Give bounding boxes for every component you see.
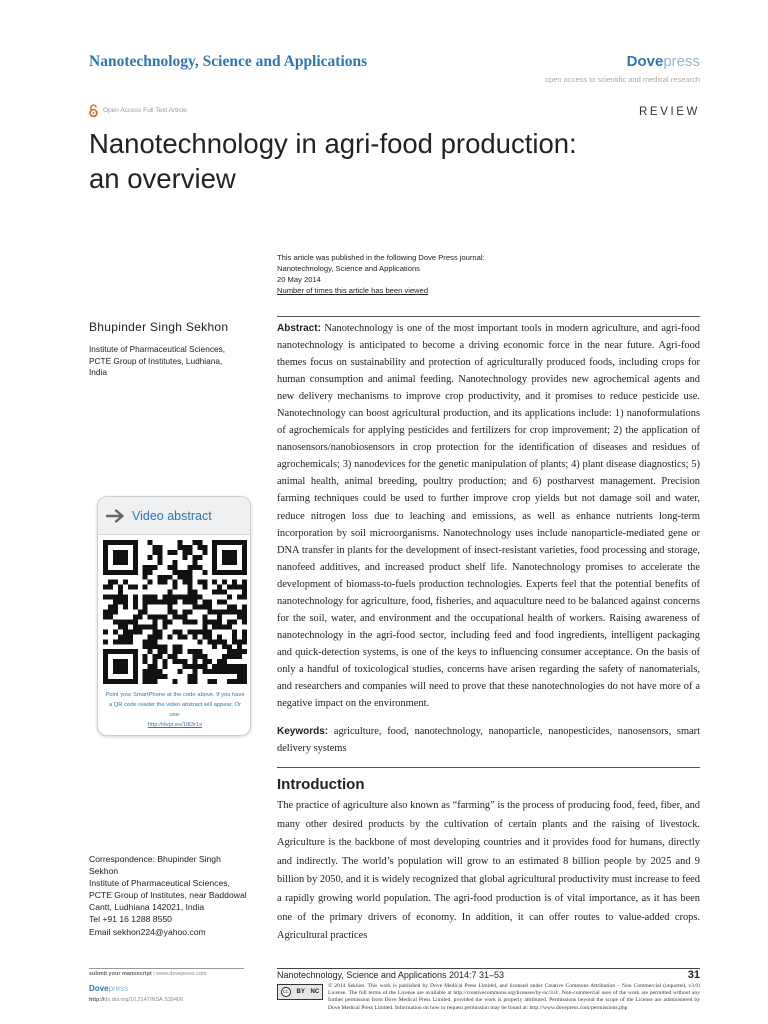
cc-nc-label: NC	[310, 989, 320, 995]
logo-bold-text: Dove	[626, 53, 664, 70]
pub-journal: Nanotechnology, Science and Applications	[277, 264, 420, 273]
open-access-label: Open Access Full Text Article	[103, 107, 187, 114]
doi-link[interactable]	[89, 997, 183, 1003]
video-link[interactable]: http://dvpr.es/1I83r1s	[147, 722, 203, 728]
footer-logo-bold: Dove	[89, 984, 109, 993]
correspondence-line: Institute of Pharmaceutical Sciences,	[89, 878, 230, 889]
affiliation-line: Institute of Pharmaceutical Sciences,	[89, 344, 226, 354]
correspondence-line: Sekhon	[89, 866, 119, 877]
cc-icon: cc	[281, 987, 291, 997]
title-line-2: an overview	[89, 163, 236, 194]
article-type: REVIEW	[639, 106, 700, 118]
abstract-text: Nanotechnology is one of the most important tools in modern agriculture, and agri-food nanotechnology is anticipated to become a driving economic force in the near future. Agri-food themes focus on sustainability and protection of agriculturally produced foods, including crops for human consumption and animal feeding. Nanotechnology provides new agrochemical agents and new delivery mechanisms to improve crop productivity, and it promises to reduce pesticide use. Nanotechnology can boost agricultural production, and its applications include: 1) nanoformulations of agrochemicals for applying pesticides and fertilizers for crop improvement; 2) the application of nanosensors/nanobiosensors in crop protection for the identification of diseases and residues of agrochemicals; 3) nanodevices for the genetic manipulation of plants; 4) plant disease diagnostics; 5) animal health, animal breeding, poultry production; and 6) postharvest management. Precision farming techniques could be used to further improve crop yields but not damage soil and water, reduce nitrogen loss due to leaching and emissions, as well as enhance nutrients long-term incorporation by soil microorganisms. Nanotechnology uses include nanoparticle-mediated gene or DNA transfer in plants for the development of insect-resistant varieties, food processing and storage, nanofeed additives, and increased product shelf life. Nanotechnology promises to accelerate the development of biomass-to-fuels production technologies. Experts feel that the potential benefits of nanotechnology for agriculture, food, fisheries, and aquaculture need to be balanced against concerns for the soil, water, and environment and the occupational health of workers. Raising awareness of nanotechnology in the agri-food sector, including feed and food ingredients, intelligent packaging and quick-detection systems, is one of the keys to influencing consumer acceptance. On the basis of only a handful of toxicological studies, concerns have arisen regarding the safety of nanomaterials, and researchers and companies will need to prove that these nanotechnologies do not have more of a negative impact on the environment.	[277, 323, 700, 710]
keywords	[277, 723, 700, 757]
correspondence-block	[89, 853, 269, 938]
journal-citation: Nanotechnology, Science and Applications 2014:7 31–53	[277, 970, 505, 980]
keywords-label: Keywords:	[277, 726, 329, 737]
video-abstract-box[interactable]	[97, 496, 251, 736]
abstract-label: Abstract:	[277, 323, 321, 334]
publication-info	[277, 252, 485, 296]
doi-url: dx.doi.org/10.2147/NSA.S39406	[104, 997, 184, 1003]
article-title	[89, 126, 649, 196]
correspondence-line: PCTE Group of Institutes, near Baddowal	[89, 890, 247, 901]
footer-rule-left	[89, 968, 244, 969]
video-abstract-header[interactable]	[98, 497, 250, 535]
correspondence-email[interactable]: Email sekhon224@yahoo.com	[89, 926, 206, 937]
open-access-row	[89, 104, 187, 117]
pub-line-1: This article was published in the following Dove Press journal:	[277, 253, 485, 262]
affiliation-line: PCTE Group of Institutes, Ludhiana,	[89, 355, 223, 366]
arrow-right-icon	[106, 509, 126, 523]
dovepress-logo[interactable]	[627, 53, 700, 70]
submit-label: submit your manuscript	[89, 971, 152, 977]
qr-code-icon[interactable]	[103, 540, 247, 684]
abstract-rule-top	[277, 316, 700, 317]
qr-instructions	[104, 690, 246, 730]
affiliation-line: India	[89, 367, 107, 377]
license-text: © 2014 Sekhon. This work is published by Dove Medical Press Limited, and licensed under Creative Commons Attribution – Non Commercial (unported, v3.0) License. The full terms of the License are available at http://creativecommons.org/licenses/by-nc/3.0/. Non-commercial uses of the work are permitted without any further permission from Dove Medical Press Limited, provided the work is properly attributed. Permissions beyond the scope of the License are administered by Dove Medical Press Limited. Information on how to request permission may be found at: http://www.dovepress.com/permissions.php	[328, 983, 700, 1011]
footer-dovepress-logo[interactable]	[89, 984, 128, 993]
introduction-text: The practice of agriculture also known as “farming” is the process of producing food, feed, fiber, and many other desired products by the cultivation of certain plants and the raising of livestock. Agriculture is the backbone of most developing countries and it provides food for humans, directly and indirectly. The world’s population will grow to an estimated 8 billion people by 2025 and 9 billion by 2050, and it is widely recognized that global agricultural productivity must increase to feed a rapidly growing world population. The agri-food production is of vital importance, as it has been one of the primary drivers of economy. In addition, it can offer routes to value-added crops. Agricultural practices	[277, 800, 700, 942]
correspondence-line: Cantt, Ludhiana 142021, India	[89, 902, 205, 913]
pub-date: 20 May 2014	[277, 275, 321, 284]
video-abstract-label: Video abstract	[132, 508, 212, 523]
abstract	[277, 320, 700, 712]
correspondence-line: Correspondence: Bhupinder Singh	[89, 854, 221, 864]
doi-prefix: http://	[89, 997, 105, 1003]
logo-light-text: press	[663, 53, 700, 70]
logo-tagline: open access to scientific and medical research	[544, 75, 700, 84]
author-name: Bhupinder Singh Sekhon	[89, 320, 229, 334]
author-affiliation	[89, 344, 259, 379]
cc-by-label: BY	[296, 989, 305, 995]
creative-commons-license-icon[interactable]	[277, 984, 323, 1000]
abstract-divider	[277, 767, 700, 768]
views-link[interactable]: Number of times this article has been viewed	[277, 286, 429, 295]
open-access-lock-icon	[89, 104, 98, 117]
keywords-text: agriculture, food, nanotechnology, nanoparticle, nanopesticides, nanosensors, smart delivery systems	[277, 726, 700, 754]
correspondence-phone: Tel +91 16 1288 8550	[89, 914, 172, 925]
introduction-heading: Introduction	[277, 776, 365, 793]
qr-note-text: Point your SmartPhone at the code above. If you have a QR code reader the video abstract will appear. Or use:	[105, 692, 245, 718]
page-number: 31	[687, 969, 700, 981]
footer-logo-light: press	[108, 984, 129, 993]
footer-rule-right	[277, 968, 700, 969]
journal-name[interactable]: Nanotechnology, Science and Applications	[89, 53, 368, 70]
submit-url: | www.dovepress.com	[153, 971, 207, 977]
title-line-1: Nanotechnology in agri-food production:	[89, 128, 577, 159]
submit-manuscript-link[interactable]	[89, 971, 207, 977]
